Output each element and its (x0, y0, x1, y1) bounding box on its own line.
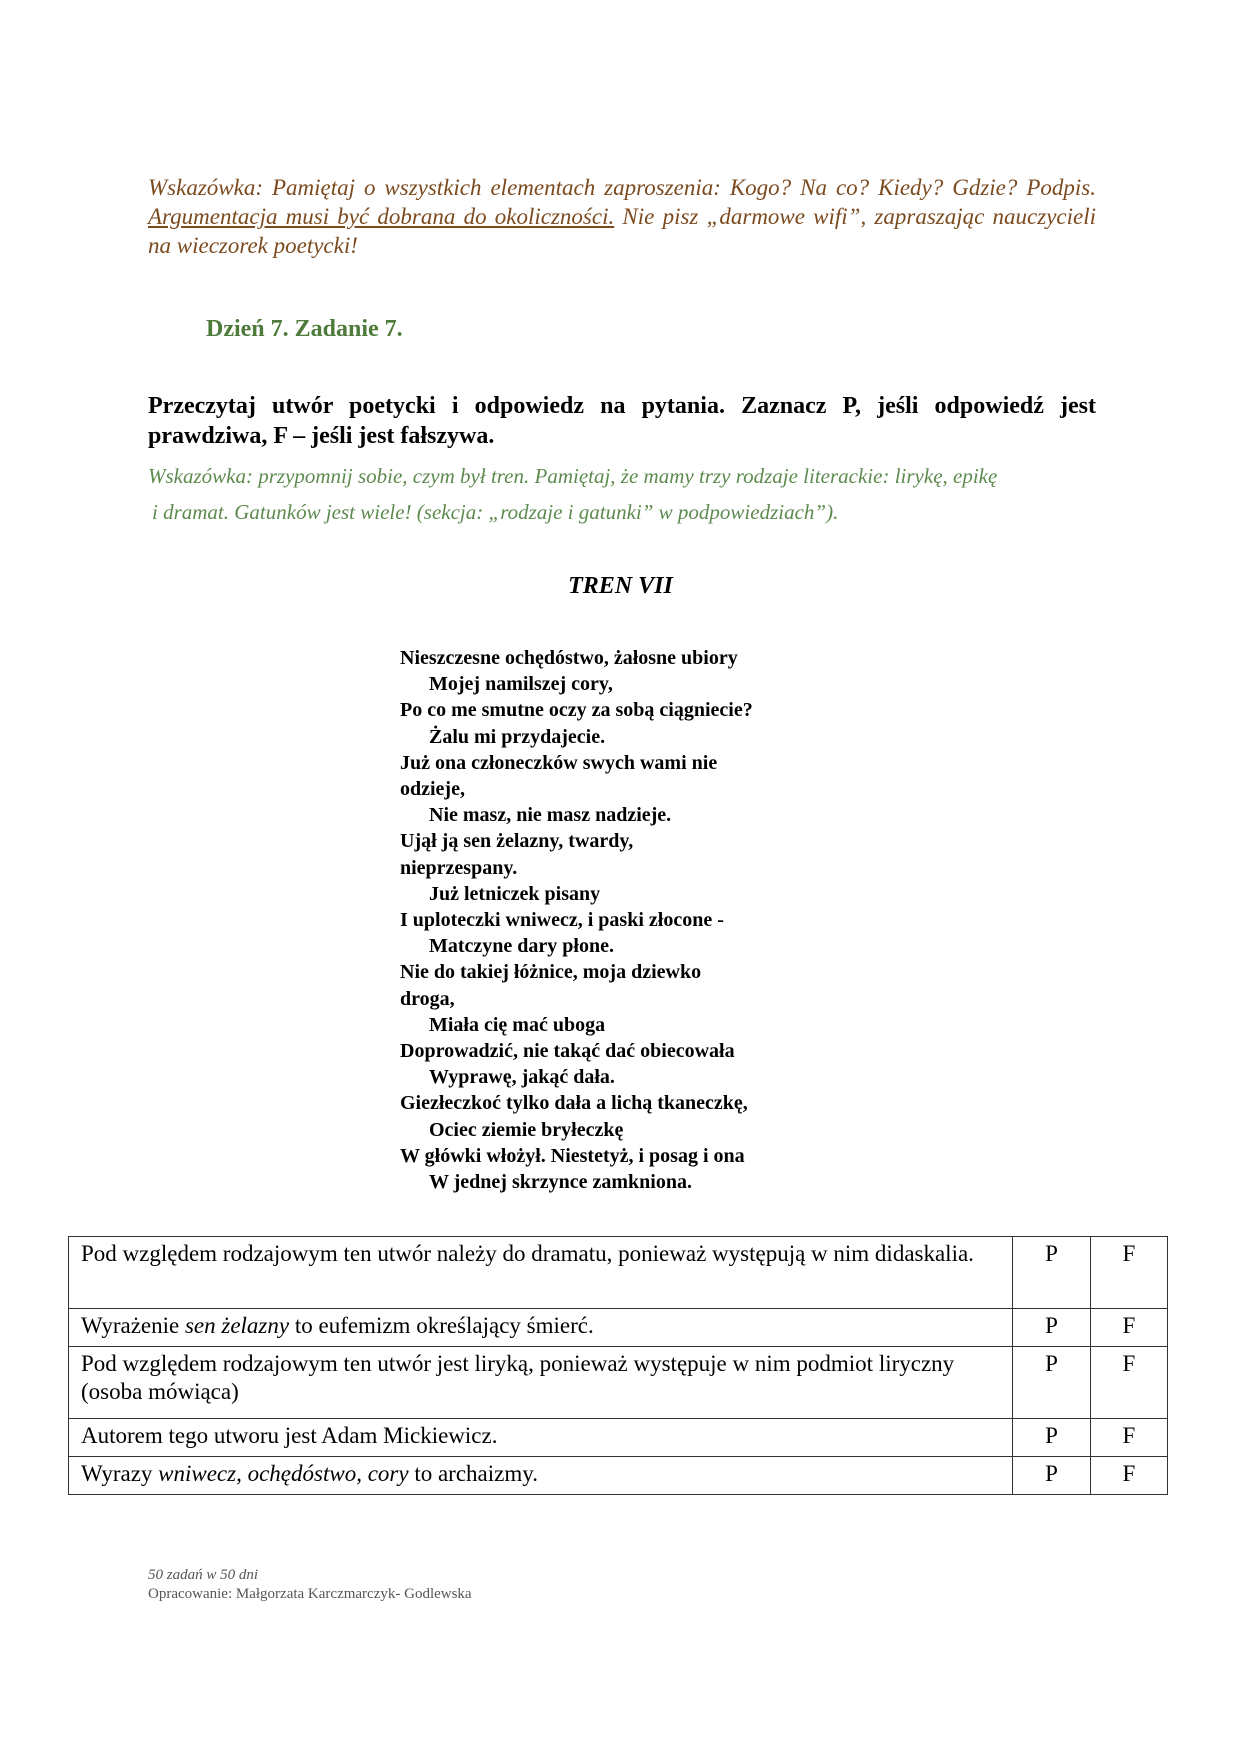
false-option[interactable]: F (1090, 1309, 1167, 1347)
true-option[interactable]: P (1013, 1347, 1090, 1419)
poem-line: Giezłeczkoć tylko dała a lichą tkaneczkę, (400, 1092, 748, 1115)
footer-author: Opracowanie: Małgorzata Karczmarczyk- Godlewska (148, 1586, 472, 1602)
genres-hint-line-1: Wskazówka: przypomnij sobie, czym był tren. Pamiętaj, że mamy trzy rodzaje literackie: lirykę, epikę (148, 464, 998, 488)
table-row (69, 1457, 1168, 1495)
poem-line: Mojej namilszej cory, (429, 673, 613, 696)
poem-line: nieprzespany. (400, 856, 518, 879)
poem-line: Doprowadzić, nie takąć dać obiecowała (400, 1040, 735, 1063)
poem-line: Żalu mi przydajecie. (429, 725, 606, 748)
poem-line: Nieszczesne ochędóstwo, żałosne ubiory (400, 647, 738, 669)
false-option[interactable]: F (1090, 1237, 1167, 1309)
task-instruction: Przeczytaj utwór poetycki i odpowiedz na pytania. Zaznacz P, jeśli odpowiedź jest prawdziwa, F – jeśli jest fałszywa. (148, 393, 1096, 449)
poem-line: Ociec ziemie bryłeczkę (429, 1118, 624, 1141)
genres-hint-line-2: i dramat. Gatunków jest wiele! (sekcja: „rodzaje i gatunki” w podpowiedziach”). (152, 500, 839, 524)
true-option[interactable]: P (1013, 1457, 1090, 1495)
true-option[interactable]: P (1013, 1309, 1090, 1347)
statement-cell: Wyrażenie sen żelazny to eufemizm określający śmierć. (69, 1309, 1013, 1347)
poem-title: TREN VII (568, 573, 673, 599)
false-option[interactable]: F (1090, 1419, 1167, 1457)
invitation-hint-underlined: Argumentacja musi być dobrana do okoliczności. (148, 204, 615, 229)
statement-cell: Pod względem rodzajowym ten utwór należy do dramatu, ponieważ występują w nim didaskalia. (69, 1237, 1013, 1309)
poem-line: Matczyne dary płone. (429, 935, 614, 958)
invitation-hint (148, 173, 1096, 260)
table-row (69, 1347, 1168, 1419)
table-row (69, 1309, 1168, 1347)
poem-line: I uploteczki wniwecz, i paski złocone - (400, 909, 724, 932)
invitation-hint-text-end: Nie pisz „darmowe wifi”, zapraszając nauczycieli na wieczorek poetycki! (148, 204, 1096, 258)
false-option[interactable]: F (1090, 1457, 1167, 1495)
poem-line: Wyprawę, jakąć dała. (429, 1066, 615, 1089)
poem-text (400, 645, 820, 1195)
true-false-table (68, 1236, 1168, 1495)
true-option[interactable]: P (1013, 1419, 1090, 1457)
task-heading: Dzień 7. Zadanie 7. (206, 316, 403, 342)
poem-line: Już ona członeczków swych wami nie (400, 751, 718, 774)
statement-cell: Autorem tego utworu jest Adam Mickiewicz. (69, 1419, 1013, 1457)
poem-line: Już letniczek pisany (429, 882, 601, 905)
true-option[interactable]: P (1013, 1237, 1090, 1309)
poem-line: odzieje, (400, 778, 465, 801)
statement-cell: Wyrazy wniwecz, ochędóstwo, cory to archaizmy. (69, 1457, 1013, 1495)
invitation-hint-text: Wskazówka: Pamiętaj o wszystkich elementach zaproszenia: Kogo? Na co? Kiedy? Gdzie? Podpis. (148, 175, 1096, 200)
page-footer (148, 1566, 472, 1604)
false-option[interactable]: F (1090, 1347, 1167, 1419)
table-row (69, 1237, 1168, 1309)
statement-cell: Pod względem rodzajowym ten utwór jest liryką, ponieważ występuje w nim podmiot liryczny (osoba mówiąca) (69, 1347, 1013, 1419)
poem-line: Miała cię mać uboga (429, 1013, 606, 1036)
poem-line: Nie masz, nie masz nadzieje. (429, 804, 672, 827)
poem-line: droga, (400, 987, 455, 1010)
poem-line: Ujął ją sen żelazny, twardy, (400, 830, 634, 853)
poem-line: Po co me smutne oczy za sobą ciągniecie? (400, 699, 753, 722)
poem-line: W główki włożył. Niestetyż, i posag i ona (400, 1144, 745, 1167)
poem-line: Nie do takiej łóżnice, moja dziewko (400, 961, 702, 984)
poem-line: W jednej skrzynce zamkniona. (429, 1171, 692, 1194)
table-row (69, 1419, 1168, 1457)
genres-hint (148, 458, 1108, 530)
footer-series-title: 50 zadań w 50 dni (148, 1567, 259, 1583)
